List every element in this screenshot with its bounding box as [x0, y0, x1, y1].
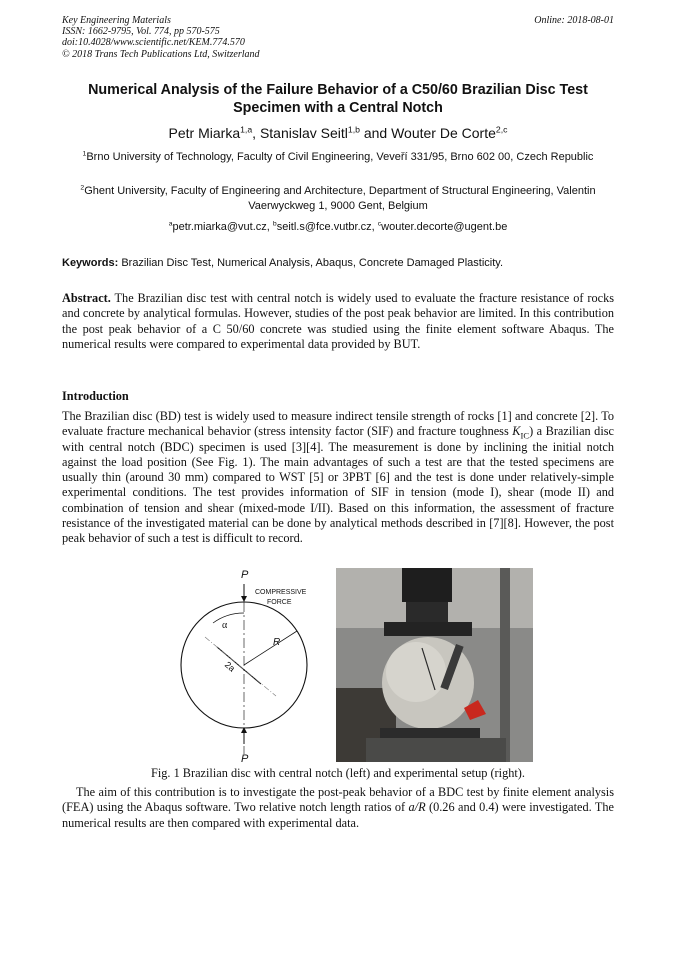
author-separator: and — [359, 125, 392, 141]
email-separator: , — [371, 221, 378, 233]
k-symbol: K — [512, 424, 521, 439]
journal-header — [62, 15, 614, 60]
upper-load-cylinder — [406, 602, 448, 622]
email-link[interactable]: petr.miarka@vut.cz — [172, 221, 267, 233]
force-label-line2: FORCE — [267, 599, 292, 606]
experimental-setup-photo — [336, 568, 533, 762]
upper-load-piston — [402, 568, 452, 602]
section-heading-introduction: Introduction — [62, 389, 129, 403]
author-name: Wouter De Corte — [391, 125, 496, 141]
upper-load-plate — [384, 622, 472, 636]
load-label-bottom: P — [241, 753, 249, 763]
affiliation-mark: 2 — [80, 184, 85, 192]
force-label-line1: COMPRESSIVE — [255, 589, 307, 596]
affiliation-2 — [62, 184, 614, 214]
introduction-text-part: The Brazilian disc (BD) test is widely used to measure indirect tensile strength of rocks [1] and concrete [2]. To evaluate fracture mechanical behavior (stress intensity factor (SIF) and fracture toughness — [62, 409, 614, 439]
author-list — [62, 125, 614, 141]
abstract-text: The Brazilian disc test with central notch is widely used to evaluate the fracture resistance of rocks and concrete by analytical formulas. However, studies of the post peak behavior are limited. In this contribution the post peak behavior of a C 50/60 concrete was studied using the finite element software Abaqus. The numerical results were compared to experimental data provided by BUT. — [62, 291, 614, 351]
paper-title: Numerical Analysis of the Failure Behavior of a C50/60 Brazilian Disc Test Specimen with a Central Notch — [88, 82, 588, 116]
testing-machine-column — [500, 568, 510, 762]
abstract — [62, 291, 614, 352]
aim-text-part: (0.26 and 0.4) were investigated. The numerical results are then compared with experimental data. — [62, 800, 615, 830]
email-mark: a — [168, 220, 173, 228]
load-label-top: P — [241, 569, 249, 581]
radius-label: R — [273, 637, 281, 648]
author-separator: , — [252, 125, 260, 141]
email-separator: , — [266, 221, 273, 233]
email-link[interactable]: seitl.s@fce.vutbr.cz — [276, 221, 372, 233]
author-affiliation-mark: 1,b — [347, 124, 360, 135]
aim-paragraph — [62, 785, 614, 831]
notch-axis-line — [205, 637, 276, 696]
journal-name: Key Engineering Materials — [62, 15, 171, 26]
lower-support-base — [366, 738, 506, 762]
affiliation-text: Ghent University, Faculty of Engineering and Architecture, Department of Structural Engineering, Valentin Vaerwyckweg 1, 9000 Gent, Belgium — [84, 185, 596, 212]
affiliation-text: Brno University of Technology, Faculty of Civil Engineering, Veveří 331/95, Brno 602 00, Czech Republic — [86, 151, 594, 163]
introduction-text-part: ) a Brazilian disc with central notch (BDC) specimen is used [3][4]. The measurement is done by inclining the initial notch against the load position (See Fig. 1). The main advantages of such a test are that the tested specimens are usually thin (around 30 mm) compared to WST [5] or 3PBT [6] and the test is done under relatively-simple experimental conditions. The test provides information of SIF in tension (mode I), shear (mode II) and combination of tension and shear (mixed-mode I/II). Based on this information, the assessment of fracture resistance of the investigated material can be done by analytical methods described in [7][8]. However, the post peak behavior of such a test is difficult to record. — [62, 424, 614, 546]
author-name: Petr Miarka — [168, 125, 241, 141]
email-link[interactable]: wouter.decorte@ugent.be — [381, 221, 508, 233]
email-list — [62, 220, 614, 235]
keywords-text: Brazilian Disc Test, Numerical Analysis, Abaqus, Concrete Damaged Plasticity. — [121, 257, 504, 269]
affiliation-mark: 1 — [82, 150, 87, 158]
angle-label: α — [222, 620, 228, 631]
abstract-label: Abstract. — [62, 291, 111, 305]
doi-line: doi:10.4028/www.scientific.net/KEM.774.570 — [62, 37, 245, 49]
affiliation-1 — [62, 150, 614, 165]
top-arrow-head — [241, 596, 247, 602]
figure-caption: Fig. 1 Brazilian disc with central notch (left) and experimental setup (right). — [151, 766, 525, 780]
issn-line: ISSN: 1662-9795, Vol. 774, pp 570-575 — [62, 26, 220, 38]
notch-ratio-symbol: a/R — [408, 800, 426, 815]
keywords-label: Keywords: — [62, 257, 119, 269]
aim-text-part: The aim of this contribution is to investigate the post-peak behavior of a BDC test by finite element analysis (FEA) using the Abaqus software. Two relative notch length ratios of — [62, 785, 614, 815]
notched-disc-diagram — [160, 568, 325, 763]
author-affiliation-mark: 1,a — [240, 124, 253, 135]
online-date: Online: 2018-08-01 — [534, 15, 614, 26]
introduction-paragraph — [62, 409, 614, 547]
radius-line — [244, 631, 297, 665]
notch-length-label: 2a — [222, 659, 237, 674]
lower-load-plate — [380, 728, 480, 738]
concrete-disc-shading — [386, 642, 446, 702]
angle-arc — [213, 613, 244, 623]
email-mark: c — [377, 220, 382, 228]
author-affiliation-mark: 2,c — [495, 124, 508, 135]
k-subscript: IC — [520, 430, 530, 441]
keywords — [62, 256, 614, 270]
email-mark: b — [272, 220, 277, 228]
author-name: Stanislav Seitl — [259, 125, 348, 141]
copyright-line: © 2018 Trans Tech Publications Ltd, Switzerland — [62, 48, 260, 60]
